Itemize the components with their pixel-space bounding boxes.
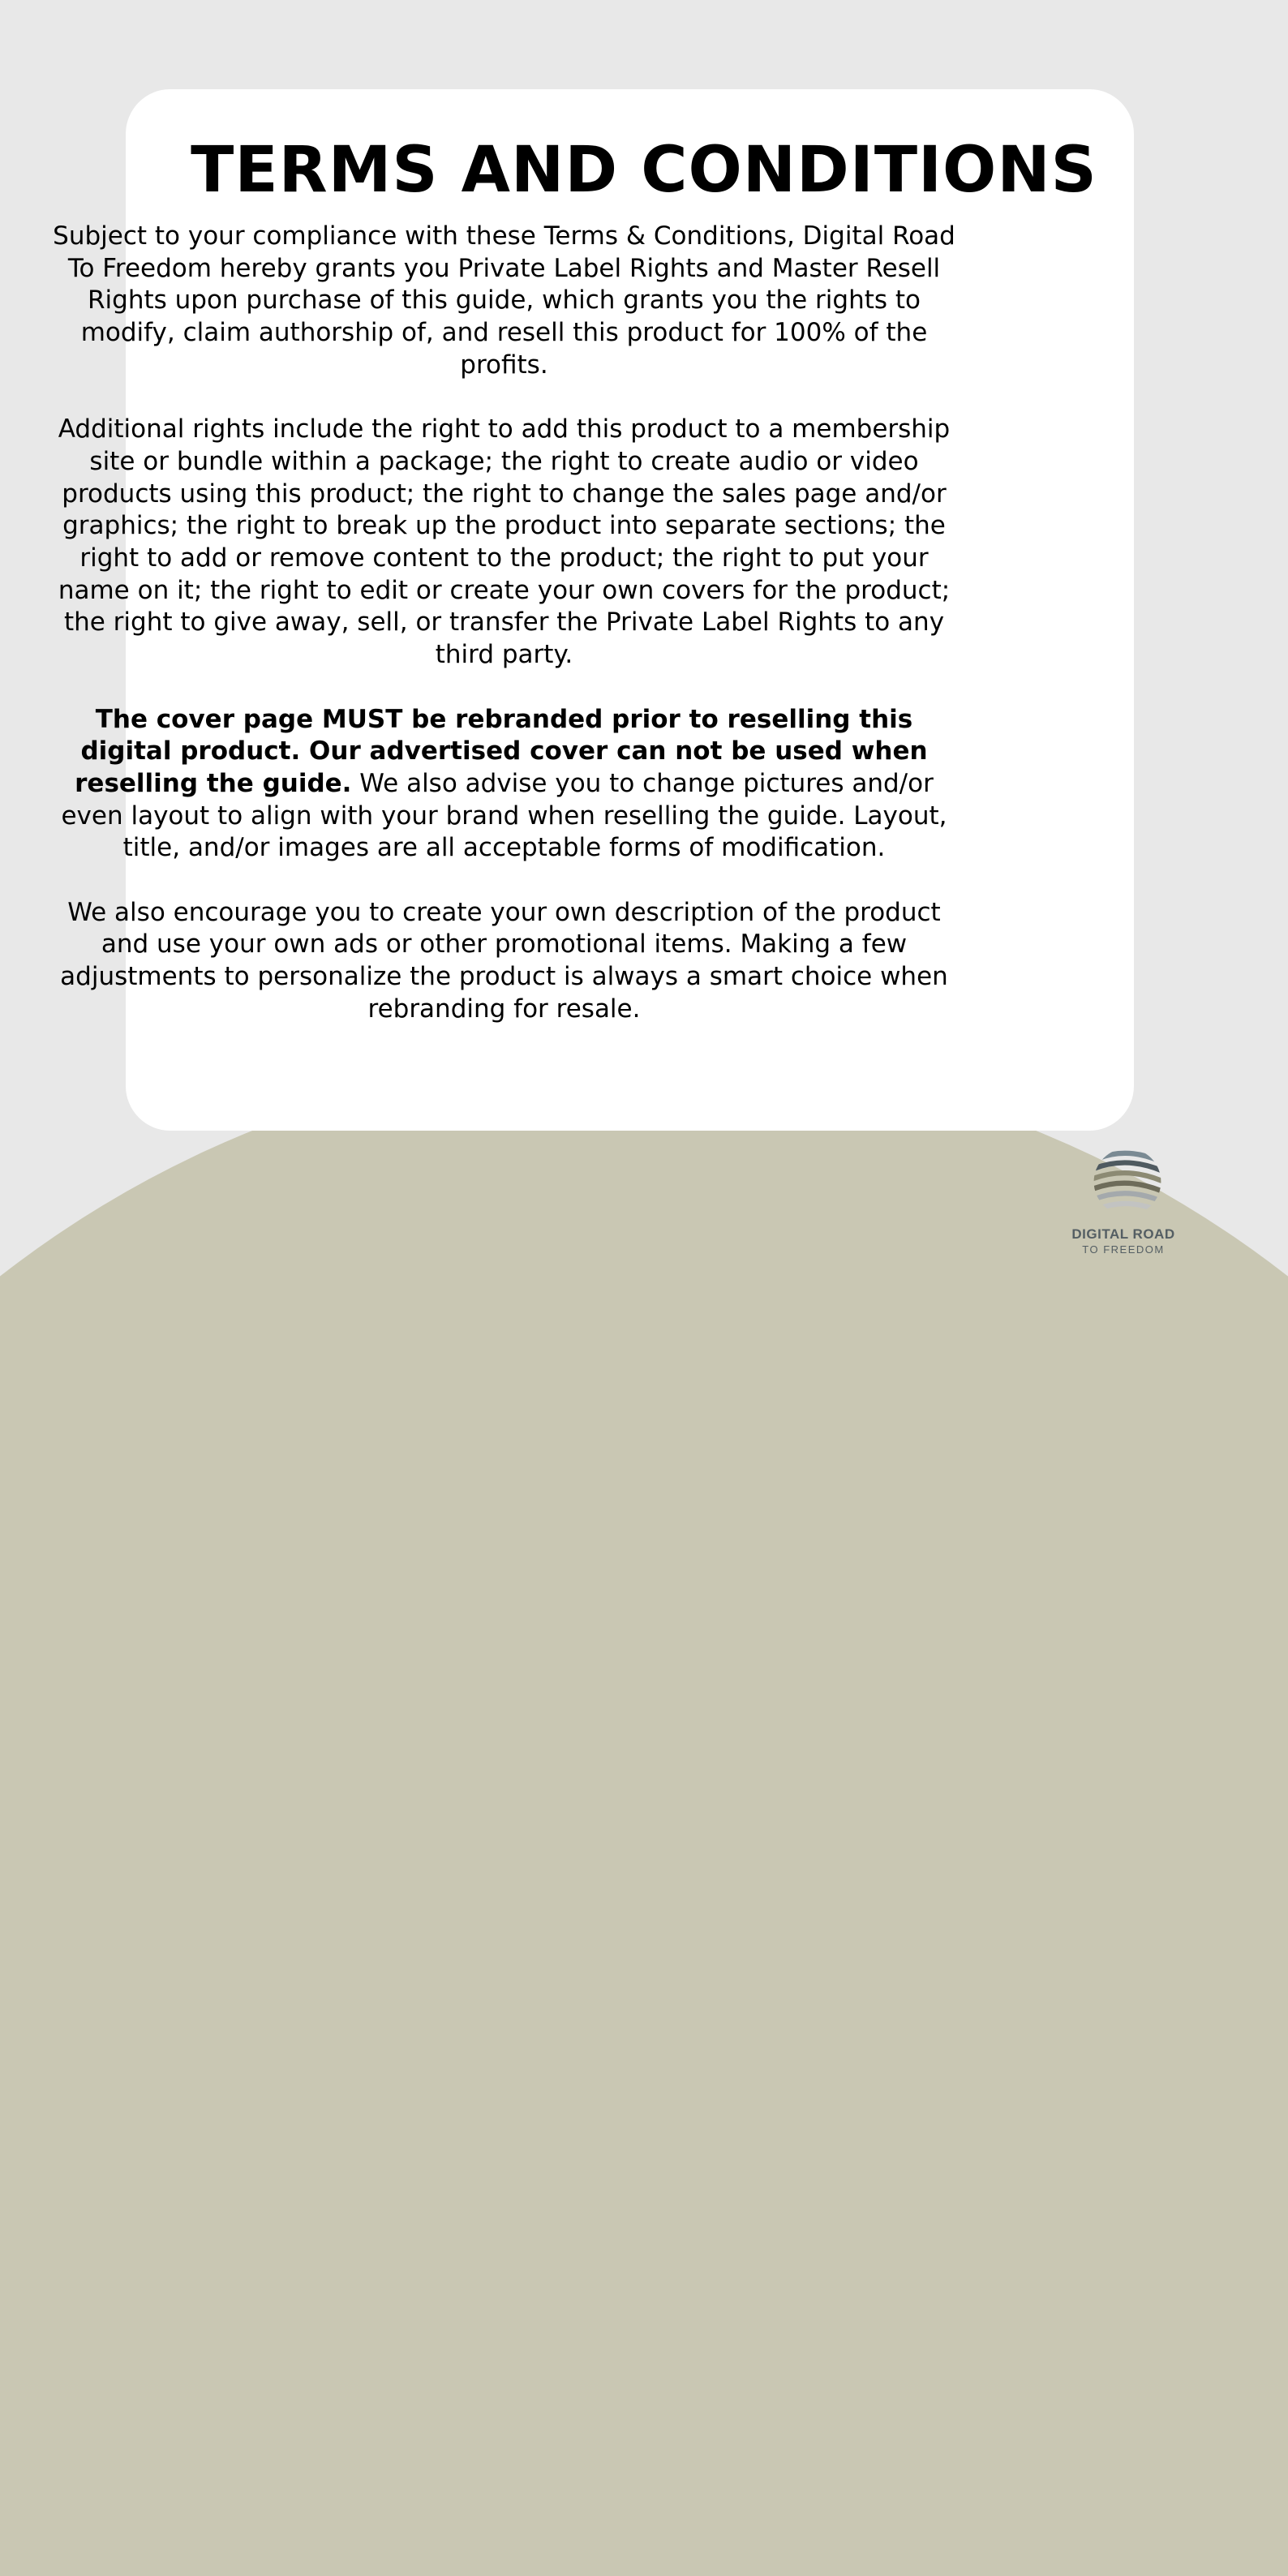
terms-paragraph-3 (49, 704, 960, 865)
paragraph-spacer (49, 672, 960, 704)
terms-paragraph-4: We also encourage you to create your own description of the product and use your own ads or other promotional items. Making a few adjustments to personalize the product is always a smart choice when rebranding for resale. (60, 897, 948, 1024)
background-hill (0, 1054, 1288, 2576)
logo-text-line-2: TO FREEDOM (1082, 1243, 1165, 1256)
terms-body (49, 221, 960, 1026)
terms-paragraph-2: Additional rights include the right to add this product to a membership site or bundle within a package; the right to create audio or video products using this product; the right to change the sales page and/or graphics; the right to break up the product into separate sections; the right to add or remove content to the product; the right to put your name on it; the right to edit or create your own covers for the product; the right to give away, sell, or transfer the Private Label Rights to any third party. (58, 414, 951, 670)
brand-logo (1063, 1145, 1184, 1259)
striped-globe-icon (1091, 1145, 1164, 1218)
paragraph-spacer (49, 865, 960, 897)
rebrand-warning: The cover page MUST be rebranded prior to reselling this digital product. Our advertised cover can not be used when reselling the guide. (75, 704, 928, 798)
page-title: TERMS AND CONDITIONS (191, 134, 1097, 207)
paragraph-spacer (49, 382, 960, 414)
logo-text-line-1: DIGITAL ROAD (1071, 1226, 1175, 1242)
terms-paragraph-1: Subject to your compliance with these Terms & Conditions, Digital Road To Freedom hereby grants you Private Label Rights and Master Resell Rights upon purchase of this guide, which grants you the rights to modify, claim authorship of, and resell this product for 100% of the profits. (53, 221, 955, 380)
rebrand-advice: We also advise you to change pictures and/or even layout to align with your brand when reselling the guide. Layout, title, and/or images are all acceptable forms of modification. (61, 768, 947, 863)
